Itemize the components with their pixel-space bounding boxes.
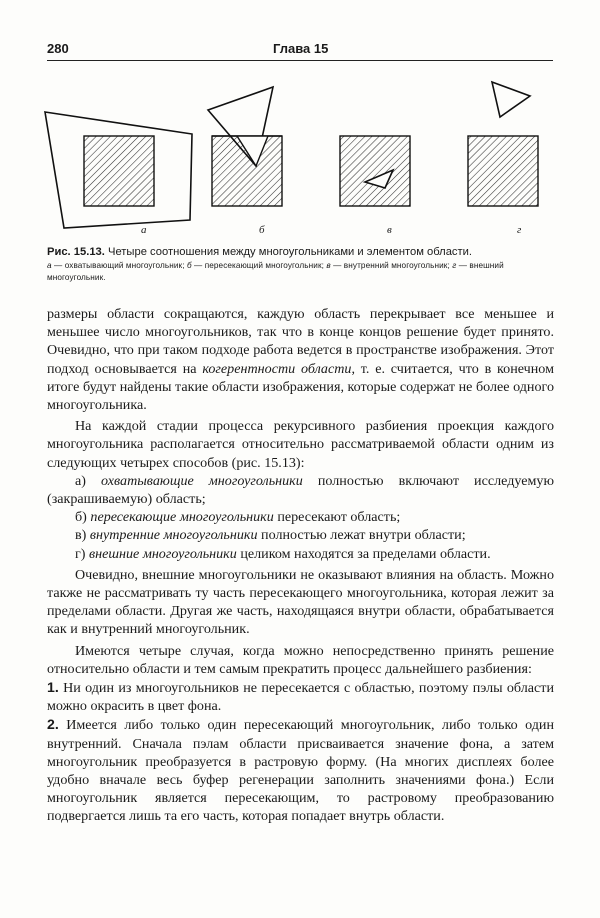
- paragraph-1-part-b: , т. е. считается, что в конечном итоге будут найдены такие области изображения, которые содержат не более одного многоугольника.: [47, 360, 554, 414]
- paragraph-1: [47, 305, 554, 414]
- case-1-number: 1.: [47, 679, 59, 696]
- list-text-c: полностью лежат внутри области;: [257, 527, 466, 544]
- page-number: 280: [47, 41, 69, 56]
- caption-legend-c: — внутренний многоугольник;: [330, 261, 453, 270]
- list-text-d: целиком находятся за пределами области.: [236, 545, 491, 562]
- caption-legend: [47, 260, 553, 284]
- term-inside: внутренние многоугольники: [89, 527, 258, 544]
- figure-drawing: [40, 72, 560, 242]
- panel-label-a: а: [141, 224, 147, 236]
- caption-title-line: [47, 245, 553, 260]
- case-1-text: Ни один из многоугольников не пересекается с областью, поэтому пэлы области можно окрасить в цвет фона.: [47, 680, 554, 715]
- caption-letter-b: б: [186, 261, 192, 270]
- list-text-a: полностью включают исследуемую (закрашиваемую) область;: [47, 472, 554, 508]
- caption-legend-b: — пересекающий многоугольник;: [191, 261, 327, 270]
- list-item-d: [47, 545, 554, 563]
- case-1: [47, 678, 554, 715]
- term-area-coherence: когерентности области: [202, 360, 352, 377]
- panel-label-c: в: [387, 224, 392, 236]
- caption-letter-c: в: [326, 261, 331, 270]
- caption-label: Рис. 15.13.: [47, 246, 105, 258]
- caption-legend-a: — охватывающий многоугольник;: [51, 261, 187, 270]
- term-outside: внешние многоугольники: [89, 545, 237, 562]
- chapter-title: Глава 15: [273, 41, 329, 56]
- case-2-text: Имеется либо только один пересекающий многоугольник, либо только один внутренний. Сначала пэлам области присваивается значение фона, а затем многоугольник преобразуется в растровую форму. (На многих дисплеях более удобно вначале весь буфер регенерации заполнить значениями фона.) Если многоугольник является пересекающим, то растровому преобразованию подвергается лишь та его часть, которая попадает внутрь области.: [47, 717, 554, 825]
- case-2: [47, 715, 554, 825]
- list-item-b: [47, 508, 554, 526]
- case-2-number: 2.: [47, 716, 59, 733]
- caption-title: Четыре соотношения между многоугольниками и элементом области.: [108, 246, 473, 258]
- term-surrounding: охватывающие многоугольники: [101, 472, 303, 489]
- figure-15-13: [40, 72, 560, 242]
- caption-letter-d: г: [452, 261, 457, 270]
- running-header: [47, 38, 553, 61]
- term-intersecting: пересекающие многоугольники: [90, 509, 274, 526]
- panel-label-b: б: [259, 224, 265, 236]
- panel-a-drawing: [45, 112, 192, 228]
- list-letter-c: в): [75, 527, 90, 544]
- list-item-a: [47, 472, 554, 508]
- list-letter-a: а): [75, 472, 101, 489]
- list-letter-d: г): [75, 545, 89, 562]
- caption-letter-a: а: [47, 261, 52, 270]
- paragraph-1-part-a: размеры области сокращаются, каждую область перекрывает все меньшее и меньшее число многоугольников, так что в конце концов решение будет принято. Очевидно, что при таком подходе работа ведется в пространстве изображения. Этот подход основывается на: [47, 306, 554, 377]
- figure-caption: [47, 245, 553, 284]
- list-letter-b: б): [75, 509, 91, 526]
- paragraph-4: Имеются четыре случая, когда можно непосредственно принять решение относительно области и тем самым прекратить процесс дальнейшего разбиения:: [47, 642, 554, 677]
- panel-b-drawing: [208, 87, 282, 206]
- paragraph-2: На каждой стадии процесса рекурсивного разбиения проекция каждого многоугольника располагается относительно рассматриваемой области одним из следующих четырех способов (рис. 15.13):: [47, 418, 554, 471]
- panel-d-drawing: [468, 82, 538, 206]
- body-text: [47, 305, 554, 826]
- list-item-c: [47, 526, 554, 544]
- caption-legend-d: — внешний многоугольник.: [47, 261, 504, 282]
- panel-c-drawing: [340, 136, 410, 206]
- paragraph-3: Очевидно, внешние многоугольники не оказывают влияния на область. Можно также не рассматривать ту часть пересекающего многоугольника, которая лежит за пределами области. Другая же часть, находящаяся внутри области, обрабатывается как и внутренний многоугольник.: [47, 566, 554, 638]
- panel-label-d: г: [517, 224, 522, 236]
- list-text-b: пересекают область;: [273, 509, 401, 526]
